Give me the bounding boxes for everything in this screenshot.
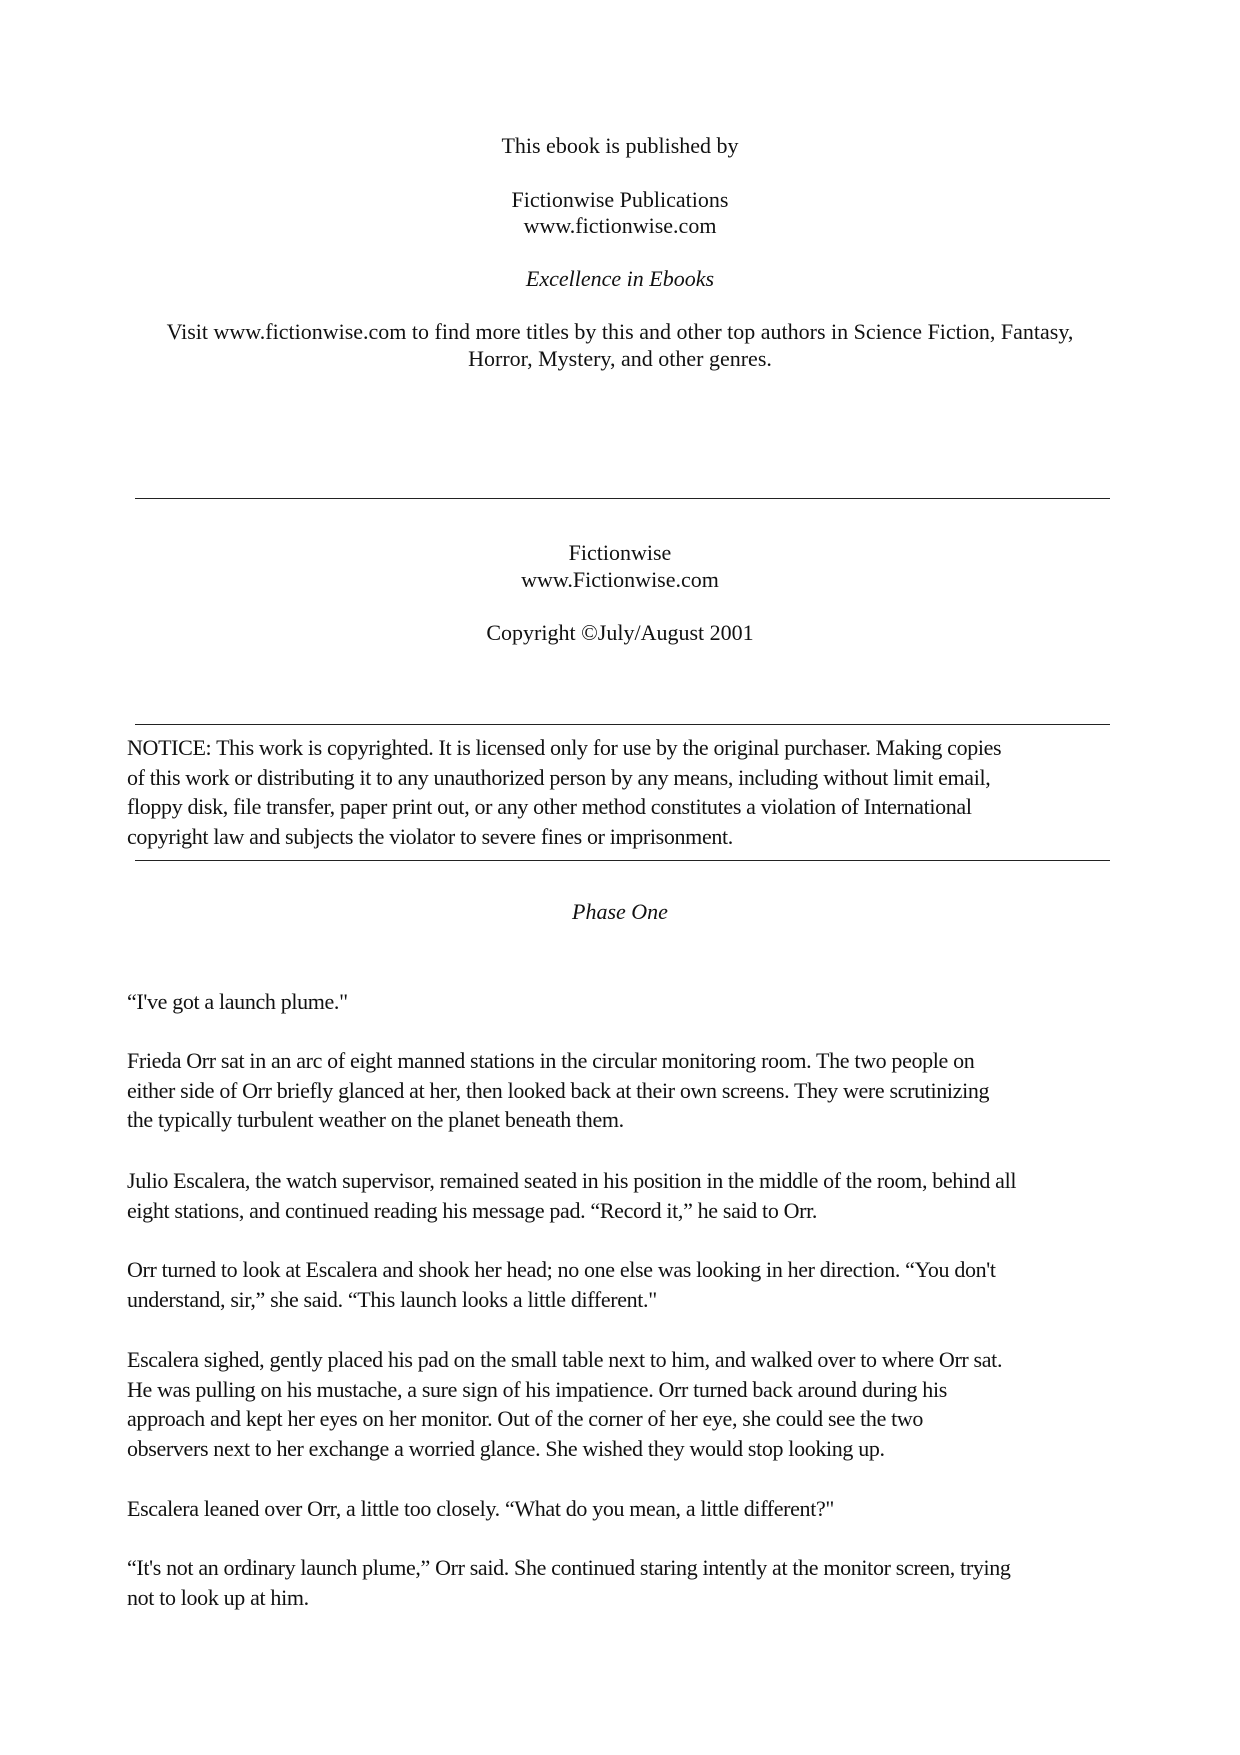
divider-top — [135, 498, 1110, 499]
story-paragraph — [127, 987, 1117, 1017]
story-paragraph — [127, 1046, 1117, 1135]
paragraph-line: He was pulling on his mustache, a sure sign of his impatience. Orr turned back around during his — [127, 1376, 947, 1402]
publisher-name: Fictionwise Publications — [511, 187, 729, 212]
tagline: Excellence in Ebooks — [525, 266, 715, 291]
imprint-name: Fictionwise — [568, 540, 672, 565]
story-paragraph — [127, 1494, 1117, 1524]
paragraph-line: Escalera leaned over Orr, a little too closely. “What do you mean, a little different?" — [127, 1496, 835, 1521]
visit-line-2: Horror, Mystery, and other genres. — [468, 346, 772, 371]
published-by-line: This ebook is published by — [501, 133, 739, 158]
paragraph-line: eight stations, and continued reading his message pad. “Record it,” he said to Orr. — [127, 1197, 818, 1223]
story-paragraph — [127, 1166, 1117, 1225]
notice-line: of this work or distributing it to any unauthorized person by any means, including without limit email, — [127, 764, 991, 790]
copyright-notice — [127, 733, 1117, 851]
paragraph-line: either side of Orr briefly glanced at her, then looked back at their own screens. They were scrutinizing — [127, 1077, 990, 1103]
notice-line: copyright law and subjects the violator to severe fines or imprisonment. — [127, 823, 733, 849]
paragraph-line: Orr turned to look at Escalera and shook her head; no one else was looking in her direction. “You don't — [127, 1257, 996, 1282]
paragraph-line: Julio Escalera, the watch supervisor, remained seated in his position in the middle of the room, behind all — [127, 1168, 1017, 1193]
story-paragraph — [127, 1255, 1117, 1314]
story-paragraph — [127, 1553, 1117, 1612]
imprint-url: www.Fictionwise.com — [521, 567, 719, 592]
paragraph-line: observers next to her exchange a worried glance. She wished they would stop looking up. — [127, 1435, 885, 1461]
paragraph-line: “I've got a launch plume." — [127, 989, 348, 1014]
publisher-url: www.fictionwise.com — [523, 213, 717, 238]
paragraph-line: Frieda Orr sat in an arc of eight manned stations in the circular monitoring room. The two people on — [127, 1048, 975, 1073]
divider-notice-top — [135, 724, 1110, 725]
paragraph-line: understand, sir,” she said. “This launch looks a little different." — [127, 1286, 657, 1312]
story-paragraph — [127, 1345, 1117, 1463]
notice-line: NOTICE: This work is copyrighted. It is licensed only for use by the original purchaser. Making copies — [127, 735, 1002, 760]
paragraph-line: “It's not an ordinary launch plume,” Orr said. She continued staring intently at the monitor screen, trying — [127, 1555, 1011, 1580]
notice-line: floppy disk, file transfer, paper print out, or any other method constitutes a violation of International — [127, 794, 972, 819]
paragraph-line: Escalera sighed, gently placed his pad on the small table next to him, and walked over to where Orr sat. — [127, 1347, 1003, 1372]
paragraph-line: approach and kept her eyes on her monitor. Out of the corner of her eye, she could see the two — [127, 1406, 924, 1431]
paragraph-line: the typically turbulent weather on the planet beneath them. — [127, 1107, 624, 1132]
divider-notice-bottom — [135, 860, 1110, 861]
visit-line-1: Visit www.fictionwise.com to find more titles by this and other top authors in Science Fiction, Fantasy, — [166, 319, 1074, 344]
chapter-title: Phase One — [572, 899, 668, 924]
copyright-line: Copyright ©July/August 2001 — [486, 620, 754, 645]
paragraph-line: not to look up at him. — [127, 1584, 309, 1610]
